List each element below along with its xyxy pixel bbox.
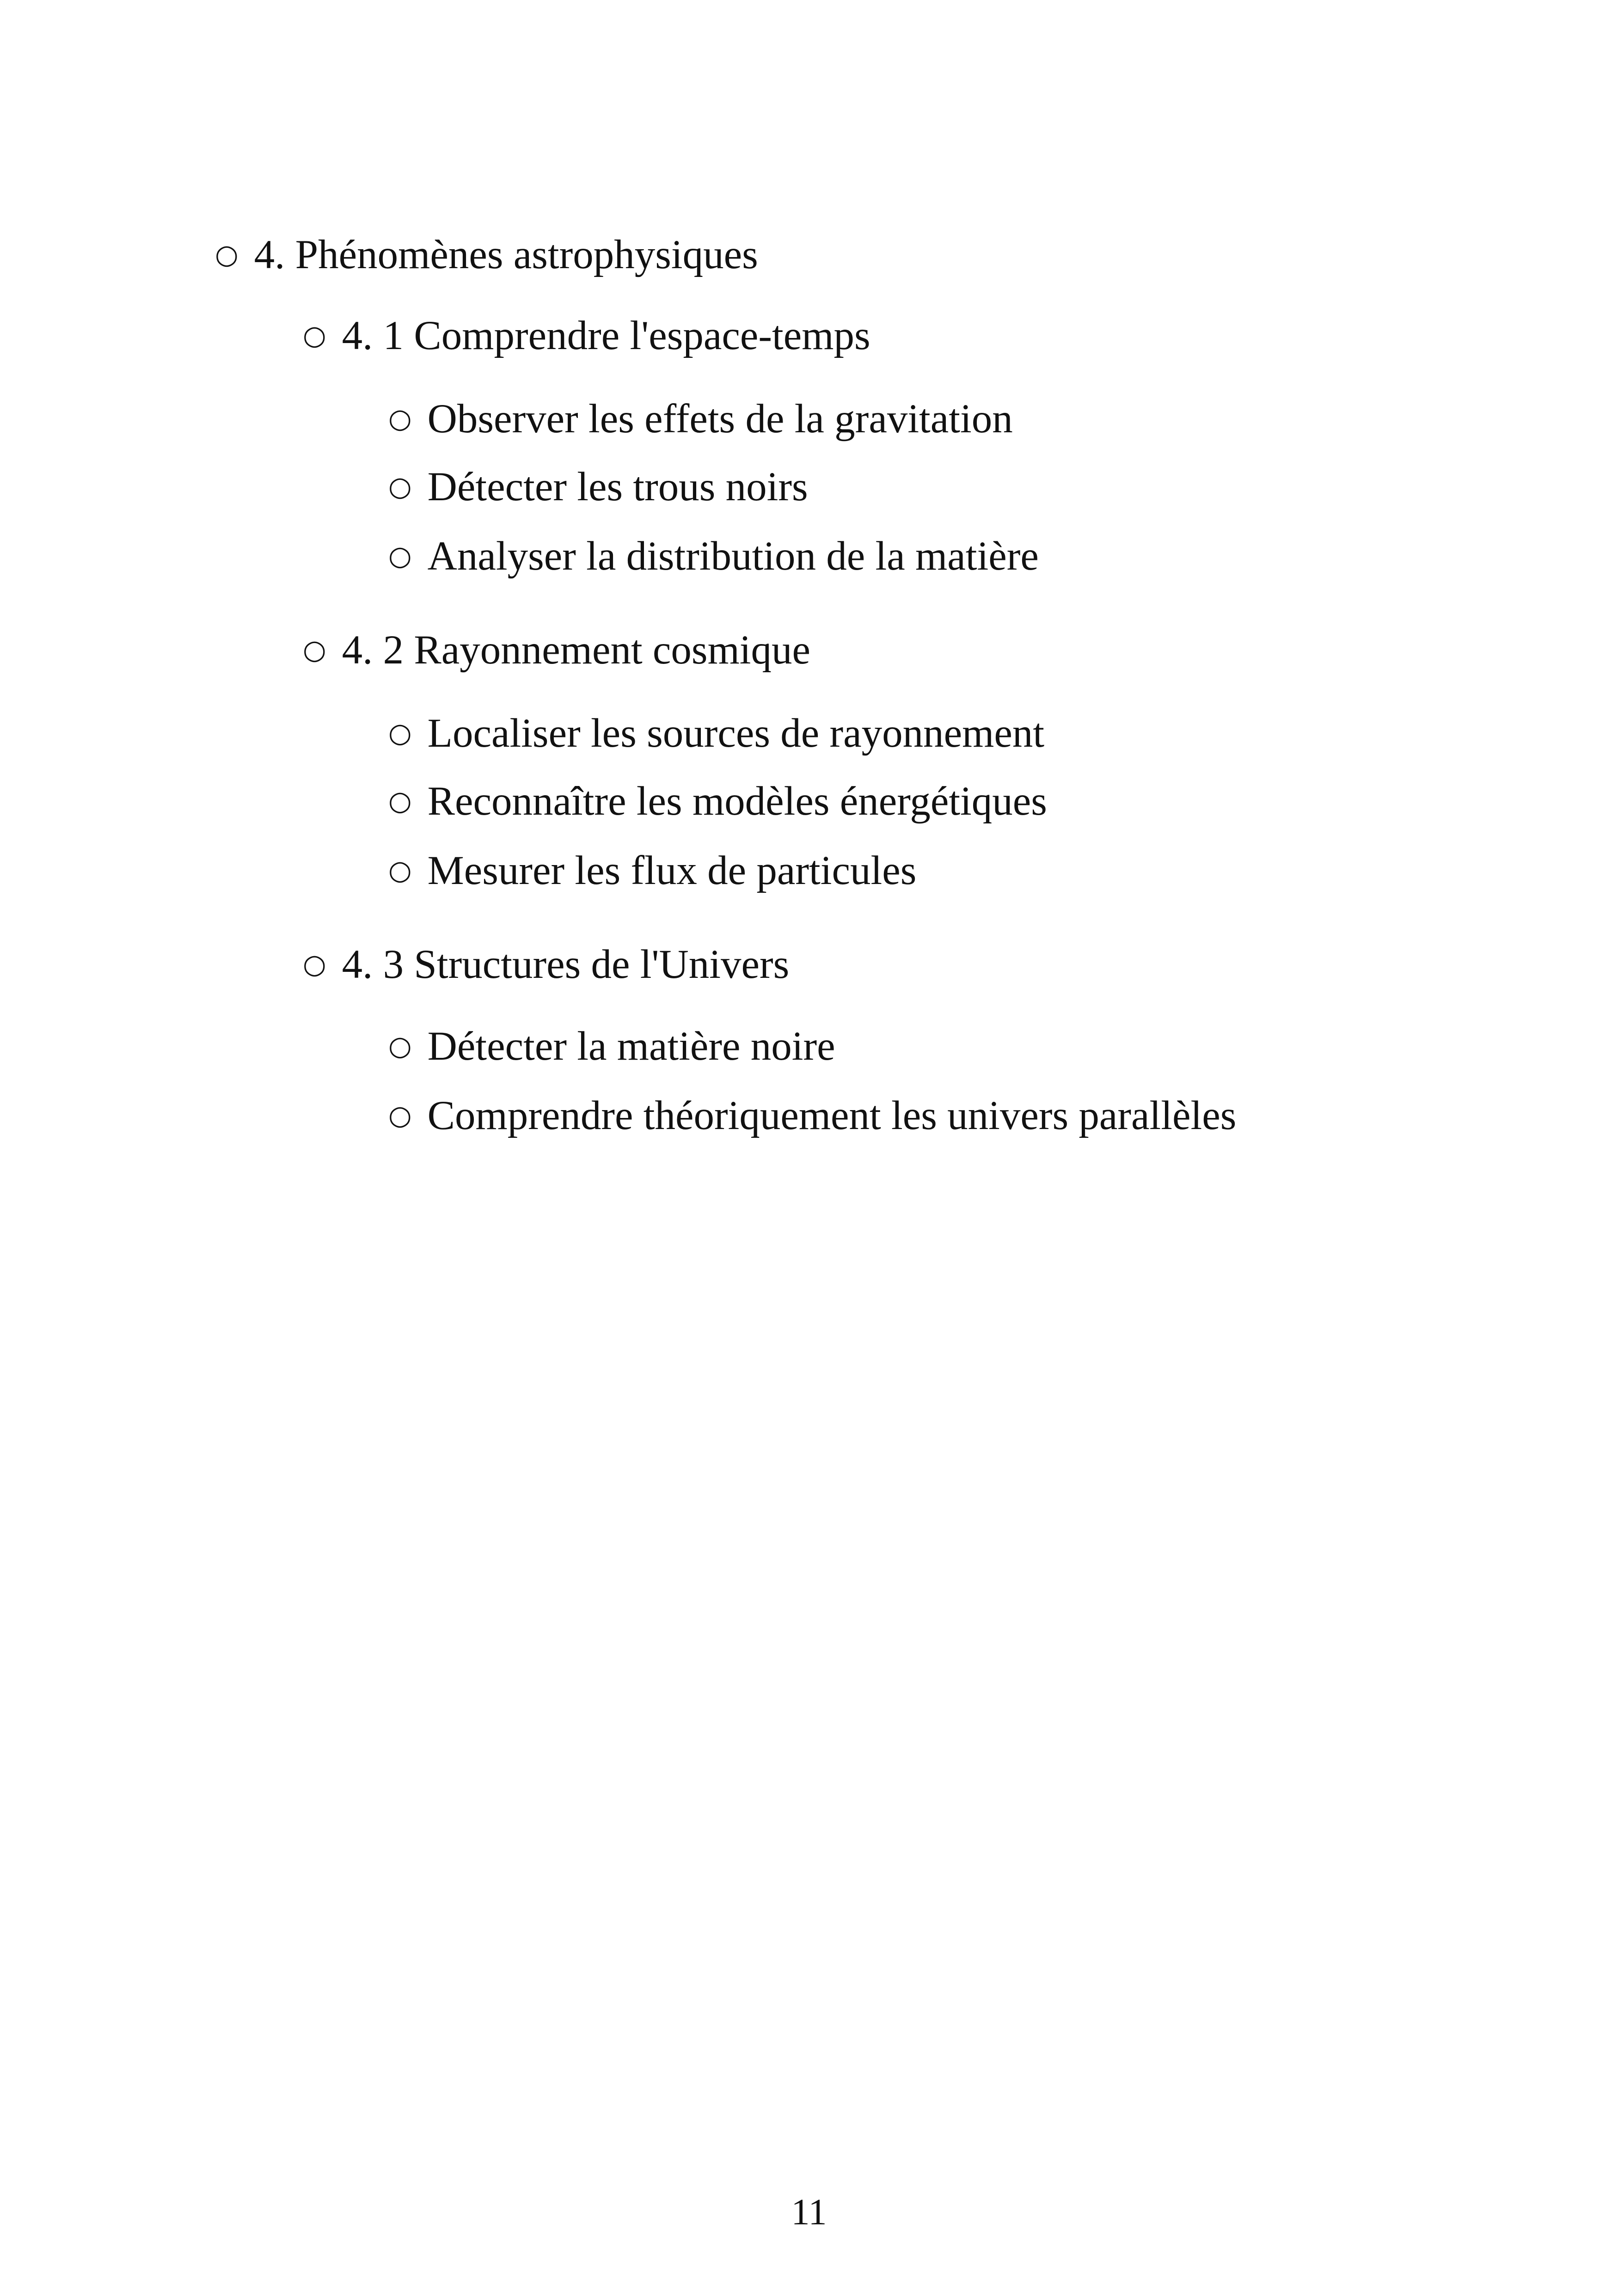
list-item-text: Observer les effets de la gravitation <box>427 396 1013 442</box>
hollow-circle-bullet-icon: ○ <box>388 785 412 816</box>
list-item-text: Reconnaître les modèles énergétiques <box>427 779 1047 824</box>
subsection-title: 4. 3 Structures de l'Univers <box>342 942 790 987</box>
hollow-circle-bullet-icon: ○ <box>303 948 326 980</box>
section-heading <box>215 229 758 280</box>
list-item <box>388 845 916 896</box>
subsection-title: 4. 1 Comprendre l'espace-temps <box>342 313 870 358</box>
subsection-heading <box>303 310 870 361</box>
list-item <box>388 393 1013 444</box>
list-item <box>388 530 1039 582</box>
list-item-text: Localiser les sources de rayonnement <box>427 711 1045 756</box>
hollow-circle-bullet-icon: ○ <box>388 471 412 502</box>
subsection-title: 4. 2 Rayonnement cosmique <box>342 627 811 673</box>
subsection-heading <box>303 624 810 675</box>
page-number: 11 <box>791 2192 827 2233</box>
list-item-text: Détecter les trous noirs <box>427 464 808 510</box>
list-item-text: Mesurer les flux de particules <box>427 848 917 893</box>
list-item-text: Analyser la distribution de la matière <box>427 534 1039 579</box>
section-title: 4. Phénomènes astrophysiques <box>254 232 758 277</box>
list-item <box>388 1090 1236 1141</box>
hollow-circle-bullet-icon: ○ <box>388 1099 412 1131</box>
subsection-heading <box>303 939 789 990</box>
hollow-circle-bullet-icon: ○ <box>303 634 326 665</box>
list-item <box>388 775 1047 827</box>
list-item <box>388 461 808 512</box>
hollow-circle-bullet-icon: ○ <box>388 717 412 749</box>
hollow-circle-bullet-icon: ○ <box>388 540 412 571</box>
hollow-circle-bullet-icon: ○ <box>388 854 412 886</box>
list-item <box>388 1020 835 1072</box>
hollow-circle-bullet-icon: ○ <box>388 403 412 434</box>
list-item-text: Comprendre théoriquement les univers parallèles <box>427 1093 1237 1138</box>
list-item <box>388 707 1044 759</box>
list-item-text: Détecter la matière noire <box>427 1024 835 1069</box>
hollow-circle-bullet-icon: ○ <box>388 1030 412 1062</box>
hollow-circle-bullet-icon: ○ <box>303 319 326 351</box>
hollow-circle-bullet-icon: ○ <box>215 239 239 270</box>
